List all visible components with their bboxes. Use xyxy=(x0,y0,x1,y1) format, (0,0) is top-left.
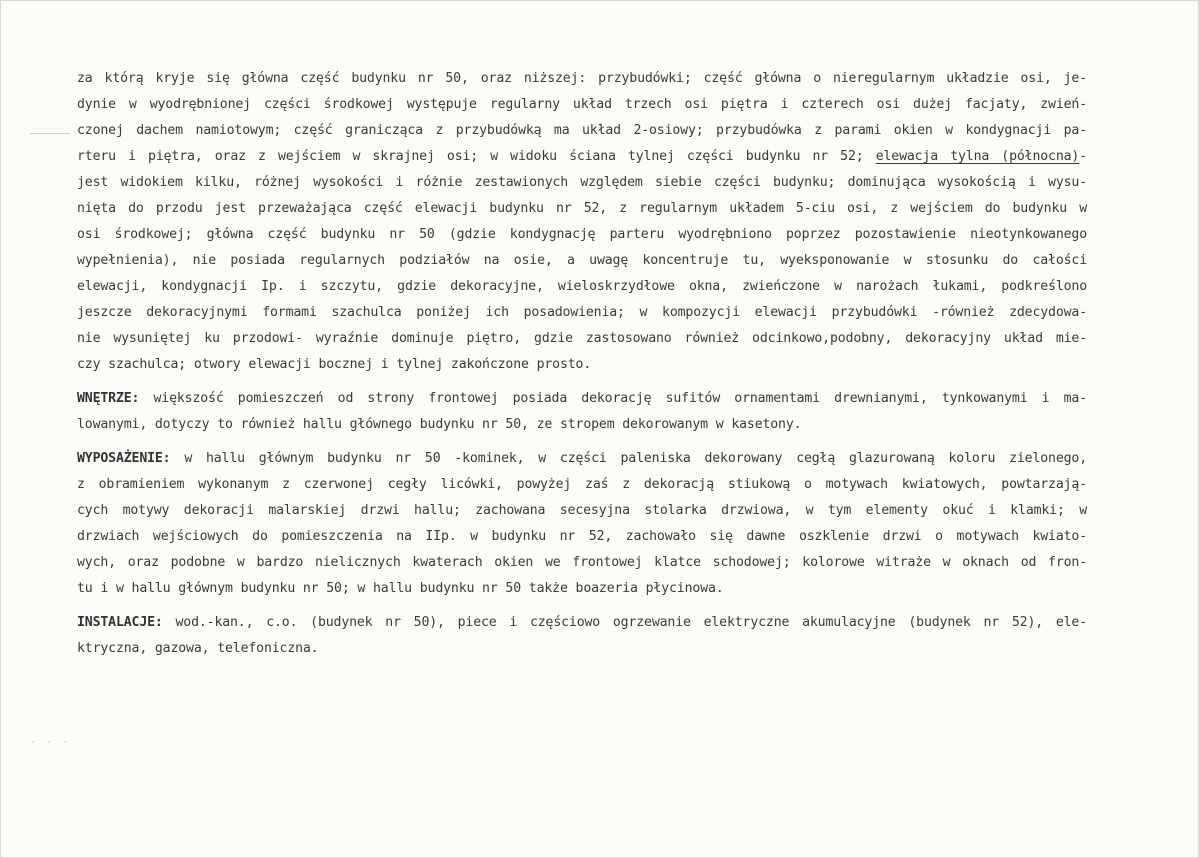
text-line: wypełnienia), nie posiada regularnych podziałów na osie, a uwagę koncentruje tu, wyeksponowanie w stosunku do całości xyxy=(77,253,1087,268)
text-line: osi środkowej; główna część budynku nr 50 (gdzie kondygnację parteru wyodrębniono poprzez pozostawienie nieotynkowanego xyxy=(77,227,1087,242)
text-line: elewacji, kondygnacji Ip. i szczytu, gdzie dekoracyjne, wieloskrzydłowe okna, zwieńczone w narożach łukami, podkreślono xyxy=(77,279,1087,294)
text-line: cych motywy dekoracji malarskiej drzwi hallu; zachowana secesyjna stolarka drzwiowa, w tym elementy okuć i klamki; w xyxy=(77,503,1087,518)
text-line: nie wysuniętej ku przodowi- wyraźnie dominuje piętro, gdzie zastosowano również odcinkowo,podobny, dekoracyjny układ mie- xyxy=(77,331,1087,346)
section-label: WNĘTRZE: xyxy=(77,391,140,406)
text-line xyxy=(77,610,1087,636)
text-fragment: rteru i piętra, oraz z wejściem w skrajnej osi; w widoku ściana tylnej części budynku nr 52; xyxy=(77,149,876,164)
text-line xyxy=(77,446,1087,472)
text-fragment: większość pomieszczeń od strony frontowej posiada dekorację sufitów ornamentami drewnianymi, tynkowanymi i ma- xyxy=(139,391,1087,406)
text-line xyxy=(77,144,1087,170)
margin-dots: · · · xyxy=(30,737,71,748)
paragraph-elevation xyxy=(77,66,1087,378)
text-line: drzwiach wejściowych do pomieszczenia na IIp. w budynku nr 52, zachowało się dawne oszklenie drzwi o motywach kwiato- xyxy=(77,529,1087,544)
underlined-heading: elewacja tylna (północna) xyxy=(875,149,1080,164)
text-line: wych, oraz podobne w bardzo nielicznych kwaterach okien we frontowej klatce schodowej; kolorowe witraże w oknach od fron- xyxy=(77,555,1087,570)
text-line: z obramieniem wykonanym z czerwonej cegły licówki, powyżej zaś z dekoracją stiukową o motywach kwiatowych, powtarzają- xyxy=(77,477,1087,492)
paragraph-instalacje xyxy=(77,610,1087,662)
paragraph-wnetrze xyxy=(77,386,1087,438)
margin-mark xyxy=(30,133,70,134)
text-line xyxy=(77,386,1087,412)
text-line: czy szachulca; otwory elewacji bocznej i tylnej zakończone prosto. xyxy=(77,357,592,372)
text-line: czonej dachem namiotowym; część granicząca z przybudówką ma układ 2-osiowy; przybudówka z parami okien w kondygnacji pa- xyxy=(77,123,1087,138)
section-label: INSTALACJE: xyxy=(77,615,163,630)
text-line: ktryczna, gazowa, telefoniczna. xyxy=(77,641,319,656)
text-line: dynie w wyodrębnionej części środkowej występuje regularny układ trzech osi piętra i czterech osi dużej facjaty, zwień- xyxy=(77,97,1087,112)
text-line: tu i w hallu głównym budynku nr 50; w hallu budynku nr 50 także boazeria płycinowa. xyxy=(77,581,724,596)
text-line: nięta do przodu jest przeważająca część elewacji budynku nr 52, z regularnym układem 5-ciu osi, z wejściem do budynku w xyxy=(77,201,1087,216)
text-fragment: - xyxy=(1079,149,1087,164)
text-line: za którą kryje się główna część budynku nr 50, oraz niższej: przybudówki; część główna o nieregularnym układzie osi, je- xyxy=(77,71,1087,86)
text-line: jest widokiem kilku, różnej wysokości i różnie zestawionych względem siebie części budynku; dominująca wysokością i wysu- xyxy=(77,175,1087,190)
section-label: WYPOSAŻENIE: xyxy=(77,451,171,466)
document-body xyxy=(77,66,1087,662)
text-fragment: wod.-kan., c.o. (budynek nr 50), piece i częściowo ogrzewanie elektryczne akumulacyjne (budynek nr 52), ele- xyxy=(162,615,1087,630)
text-fragment: w hallu głównym budynku nr 50 -kominek, w części paleniska dekorowany cegłą glazurowaną koloru zielonego, xyxy=(170,451,1087,466)
text-line: lowanymi, dotyczy to również hallu głównego budynku nr 50, ze stropem dekorowanym w kasetony. xyxy=(77,417,802,432)
paragraph-wyposazenie xyxy=(77,446,1087,602)
text-line: jeszcze dekoracyjnymi formami szachulca poniżej ich posadowienia; w kompozycji elewacji przybudówki -również zdecydowa- xyxy=(77,305,1087,320)
